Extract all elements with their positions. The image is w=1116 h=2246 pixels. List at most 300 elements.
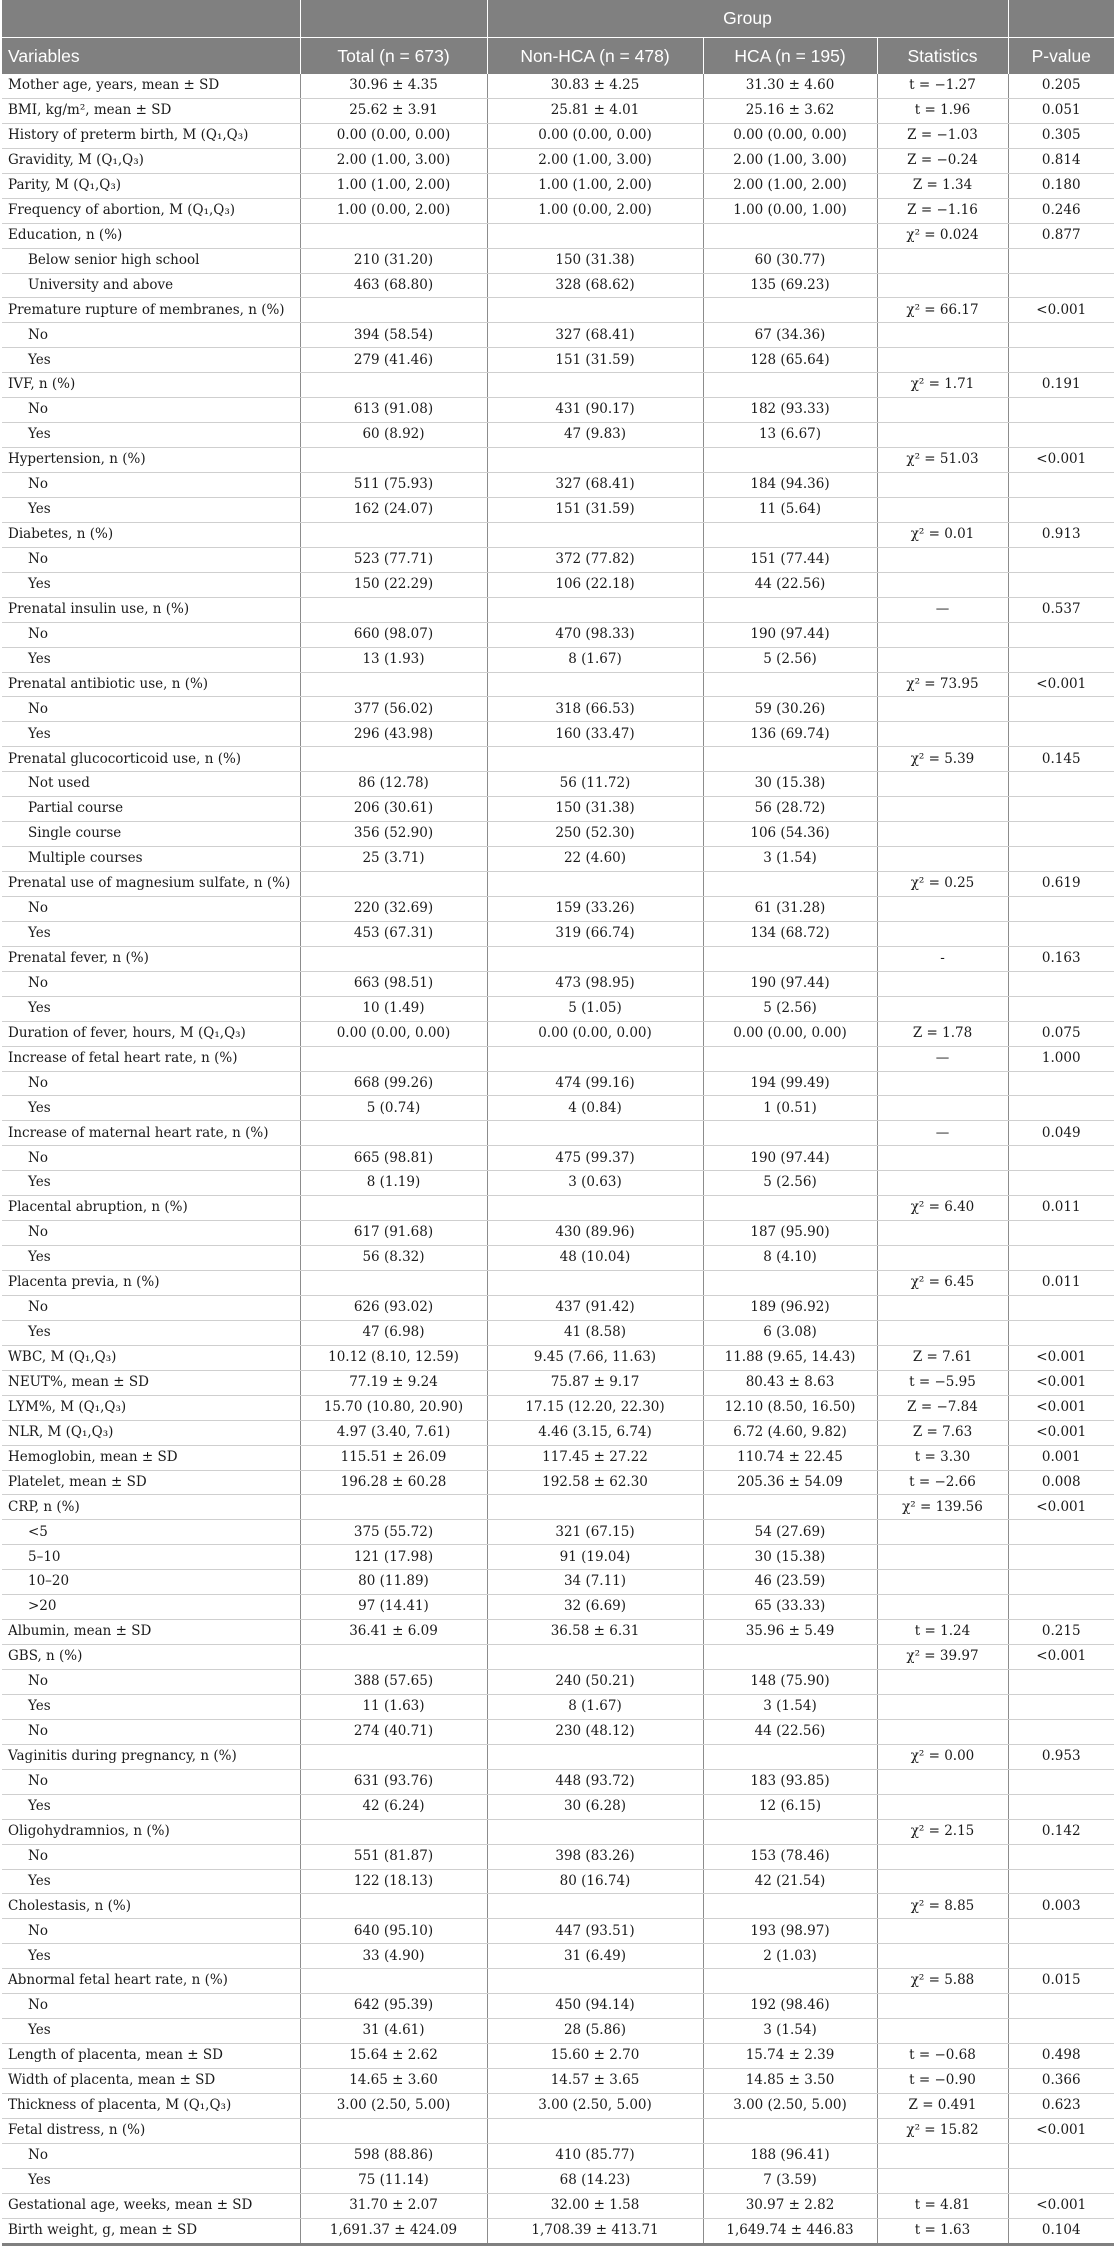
cell-total: 97 (14.41): [300, 1595, 487, 1620]
table-row: [2, 348, 1114, 373]
table-row: [2, 697, 1114, 722]
cell-hca: 5 (2.56): [703, 1171, 877, 1196]
table-row: [2, 722, 1114, 747]
cell-p-value: <0.001: [1008, 1370, 1114, 1395]
table-row: [2, 1495, 1114, 1520]
header-variables: Variables: [2, 38, 300, 75]
cell-total: 10 (1.49): [300, 996, 487, 1021]
cell-hca: 80.43 ± 8.63: [703, 1370, 877, 1395]
cell-p-value: 0.205: [1008, 74, 1114, 98]
cell-p-value: [1008, 323, 1114, 348]
table-row: [2, 1420, 1114, 1445]
cell-hca: 46 (23.59): [703, 1570, 877, 1595]
table-row: [2, 1944, 1114, 1969]
cell-hca: 110.74 ± 22.45: [703, 1445, 877, 1470]
cell-variable: Prenatal fever, n (%): [2, 946, 300, 971]
table-row: [2, 1046, 1114, 1071]
cell-hca: 7 (3.59): [703, 2168, 877, 2193]
cell-statistic: [877, 1670, 1008, 1695]
cell-non-hca: [487, 223, 703, 248]
cell-non-hca: 17.15 (12.20, 22.30): [487, 1395, 703, 1420]
header-blank: [300, 0, 487, 38]
cell-statistic: χ² = 15.82: [877, 2118, 1008, 2143]
cell-p-value: 0.498: [1008, 2044, 1114, 2069]
cell-non-hca: 48 (10.04): [487, 1246, 703, 1271]
cell-statistic: [877, 547, 1008, 572]
cell-total: 196.28 ± 60.28: [300, 1470, 487, 1495]
cell-statistic: [877, 697, 1008, 722]
cell-non-hca: 34 (7.11): [487, 1570, 703, 1595]
cell-statistic: t = 4.81: [877, 2193, 1008, 2218]
cell-total: 80 (11.89): [300, 1570, 487, 1595]
cell-variable: Birth weight, g, mean ± SD: [2, 2218, 300, 2244]
table-row: [2, 123, 1114, 148]
cell-total: [300, 1046, 487, 1071]
cell-hca: [703, 872, 877, 897]
cell-statistic: Z = −0.24: [877, 148, 1008, 173]
cell-hca: 2.00 (1.00, 3.00): [703, 148, 877, 173]
cell-variable: No: [2, 323, 300, 348]
cell-total: 640 (95.10): [300, 1919, 487, 1944]
cell-p-value: [1008, 921, 1114, 946]
cell-variable: Yes: [2, 2019, 300, 2044]
cell-total: 1.00 (0.00, 2.00): [300, 198, 487, 223]
cell-statistic: [877, 2019, 1008, 2044]
cell-non-hca: 431 (90.17): [487, 398, 703, 423]
cell-hca: [703, 597, 877, 622]
cell-statistic: t = −2.66: [877, 1470, 1008, 1495]
cell-variable: Single course: [2, 822, 300, 847]
cell-non-hca: 151 (31.59): [487, 497, 703, 522]
cell-p-value: 0.913: [1008, 522, 1114, 547]
cell-p-value: [1008, 2019, 1114, 2044]
cell-p-value: <0.001: [1008, 2118, 1114, 2143]
cell-p-value: [1008, 497, 1114, 522]
cell-hca: [703, 1645, 877, 1670]
cell-p-value: [1008, 572, 1114, 597]
cell-hca: 30 (15.38): [703, 772, 877, 797]
cell-total: 665 (98.81): [300, 1146, 487, 1171]
cell-p-value: <0.001: [1008, 1345, 1114, 1370]
table-header: [2, 0, 1114, 74]
cell-non-hca: 1,708.39 ± 413.71: [487, 2218, 703, 2244]
cell-variable: Albumin, mean ± SD: [2, 1620, 300, 1645]
cell-non-hca: [487, 373, 703, 398]
cell-hca: 187 (95.90): [703, 1221, 877, 1246]
cell-variable: Yes: [2, 1246, 300, 1271]
cell-p-value: [1008, 1769, 1114, 1794]
cell-variable: Length of placenta, mean ± SD: [2, 2044, 300, 2069]
cell-statistic: χ² = 0.00: [877, 1744, 1008, 1769]
table-row: [2, 872, 1114, 897]
cell-non-hca: 22 (4.60): [487, 847, 703, 872]
cell-total: 150 (22.29): [300, 572, 487, 597]
cell-hca: 59 (30.26): [703, 697, 877, 722]
cell-variable: No: [2, 473, 300, 498]
table-row: [2, 148, 1114, 173]
cell-variable: Yes: [2, 423, 300, 448]
cell-non-hca: 240 (50.21): [487, 1670, 703, 1695]
table-body: [2, 74, 1114, 2244]
cell-non-hca: 41 (8.58): [487, 1320, 703, 1345]
cell-variable: Frequency of abortion, M (Q₁,Q₃): [2, 198, 300, 223]
cell-variable: Mother age, years, mean ± SD: [2, 74, 300, 98]
cell-total: 77.19 ± 9.24: [300, 1370, 487, 1395]
cell-statistic: Z = 7.61: [877, 1345, 1008, 1370]
cell-variable: Yes: [2, 1694, 300, 1719]
cell-total: 388 (57.65): [300, 1670, 487, 1695]
cell-total: [300, 2118, 487, 2143]
cell-variable: CRP, n (%): [2, 1495, 300, 1520]
cell-non-hca: 31 (6.49): [487, 1944, 703, 1969]
cell-total: 11 (1.63): [300, 1694, 487, 1719]
cell-p-value: 0.142: [1008, 1819, 1114, 1844]
cell-total: [300, 522, 487, 547]
cell-variable: No: [2, 971, 300, 996]
cell-total: 30.96 ± 4.35: [300, 74, 487, 98]
cell-statistic: χ² = 8.85: [877, 1894, 1008, 1919]
cell-p-value: [1008, 1096, 1114, 1121]
cell-non-hca: 28 (5.86): [487, 2019, 703, 2044]
cell-total: 668 (99.26): [300, 1071, 487, 1096]
cell-statistic: [877, 2143, 1008, 2168]
cell-variable: Cholestasis, n (%): [2, 1894, 300, 1919]
cell-p-value: [1008, 647, 1114, 672]
cell-total: 8 (1.19): [300, 1171, 487, 1196]
cell-p-value: [1008, 1595, 1114, 1620]
cell-statistic: [877, 1096, 1008, 1121]
table-row: [2, 1121, 1114, 1146]
cell-non-hca: 15.60 ± 2.70: [487, 2044, 703, 2069]
cell-non-hca: 319 (66.74): [487, 921, 703, 946]
cell-p-value: <0.001: [1008, 672, 1114, 697]
cell-statistic: χ² = 5.88: [877, 1969, 1008, 1994]
cell-p-value: [1008, 971, 1114, 996]
table-row: [2, 2168, 1114, 2193]
cell-total: 511 (75.93): [300, 473, 487, 498]
cell-statistic: [877, 1295, 1008, 1320]
cell-variable: Prenatal antibiotic use, n (%): [2, 672, 300, 697]
cell-statistic: [877, 572, 1008, 597]
cell-statistic: —: [877, 1121, 1008, 1146]
table-row: [2, 223, 1114, 248]
table-row: [2, 1021, 1114, 1046]
cell-non-hca: [487, 1121, 703, 1146]
cell-statistic: [877, 896, 1008, 921]
cell-hca: 6 (3.08): [703, 1320, 877, 1345]
cell-variable: History of preterm birth, M (Q₁,Q₃): [2, 123, 300, 148]
cell-non-hca: 318 (66.53): [487, 697, 703, 722]
table-row: [2, 1645, 1114, 1670]
cell-statistic: t = −0.90: [877, 2069, 1008, 2094]
table-row: [2, 1994, 1114, 2019]
cell-hca: 148 (75.90): [703, 1670, 877, 1695]
table-row: [2, 423, 1114, 448]
cell-variable: NEUT%, mean ± SD: [2, 1370, 300, 1395]
cell-total: 36.41 ± 6.09: [300, 1620, 487, 1645]
cell-non-hca: 470 (98.33): [487, 622, 703, 647]
cell-hca: 30 (15.38): [703, 1545, 877, 1570]
cell-non-hca: 14.57 ± 3.65: [487, 2069, 703, 2094]
cell-p-value: [1008, 697, 1114, 722]
cell-total: 14.65 ± 3.60: [300, 2069, 487, 2094]
cell-total: 31.70 ± 2.07: [300, 2193, 487, 2218]
cell-p-value: [1008, 473, 1114, 498]
cell-variable: 10–20: [2, 1570, 300, 1595]
cell-statistic: Z = −1.03: [877, 123, 1008, 148]
cell-statistic: [877, 971, 1008, 996]
cell-p-value: [1008, 1794, 1114, 1819]
cell-hca: 134 (68.72): [703, 921, 877, 946]
header-blank: [1008, 0, 1114, 38]
cell-variable: Gestational age, weeks, mean ± SD: [2, 2193, 300, 2218]
cell-total: 626 (93.02): [300, 1295, 487, 1320]
cell-non-hca: 8 (1.67): [487, 1694, 703, 1719]
cell-variable: No: [2, 697, 300, 722]
cell-p-value: 0.215: [1008, 1620, 1114, 1645]
cell-variable: Education, n (%): [2, 223, 300, 248]
cell-total: [300, 373, 487, 398]
cell-total: 31 (4.61): [300, 2019, 487, 2044]
cell-variable: LYM%, M (Q₁,Q₃): [2, 1395, 300, 1420]
cell-statistic: [877, 473, 1008, 498]
table-row: [2, 2218, 1114, 2244]
cell-statistic: t = 1.96: [877, 98, 1008, 123]
table-row: [2, 1520, 1114, 1545]
cell-non-hca: 250 (52.30): [487, 822, 703, 847]
cell-p-value: [1008, 1869, 1114, 1894]
table-row: [2, 971, 1114, 996]
cell-statistic: Z = 1.34: [877, 173, 1008, 198]
cell-non-hca: 75.87 ± 9.17: [487, 1370, 703, 1395]
cell-hca: [703, 1271, 877, 1296]
cell-hca: 205.36 ± 54.09: [703, 1470, 877, 1495]
table-row: [2, 1096, 1114, 1121]
table-row: [2, 1470, 1114, 1495]
table-row: [2, 672, 1114, 697]
cell-p-value: <0.001: [1008, 1395, 1114, 1420]
cell-variable: Gravidity, M (Q₁,Q₃): [2, 148, 300, 173]
header-hca: HCA (n = 195): [703, 38, 877, 75]
cell-p-value: [1008, 1719, 1114, 1744]
cell-total: 0.00 (0.00, 0.00): [300, 1021, 487, 1046]
cell-total: [300, 1121, 487, 1146]
header-statistics: Statistics: [877, 38, 1008, 75]
cell-variable: Prenatal use of magnesium sulfate, n (%): [2, 872, 300, 897]
cell-p-value: [1008, 1670, 1114, 1695]
cell-hca: [703, 946, 877, 971]
cell-hca: 135 (69.23): [703, 273, 877, 298]
table-row: [2, 273, 1114, 298]
cell-non-hca: [487, 2118, 703, 2143]
cell-hca: 188 (96.41): [703, 2143, 877, 2168]
cell-statistic: Z = −1.16: [877, 198, 1008, 223]
cell-hca: 2 (1.03): [703, 1944, 877, 1969]
cell-total: 617 (91.68): [300, 1221, 487, 1246]
cell-variable: Yes: [2, 1794, 300, 1819]
cell-total: 453 (67.31): [300, 921, 487, 946]
cell-hca: 1.00 (0.00, 1.00): [703, 198, 877, 223]
cell-statistic: t = 3.30: [877, 1445, 1008, 1470]
cell-variable: Diabetes, n (%): [2, 522, 300, 547]
cell-p-value: [1008, 1221, 1114, 1246]
cell-p-value: [1008, 772, 1114, 797]
table-row: [2, 847, 1114, 872]
cell-p-value: [1008, 1320, 1114, 1345]
header-total: Total (n = 673): [300, 38, 487, 75]
cell-p-value: [1008, 822, 1114, 847]
cell-p-value: <0.001: [1008, 1495, 1114, 1520]
cell-statistic: [877, 2168, 1008, 2193]
cell-non-hca: 230 (48.12): [487, 1719, 703, 1744]
cell-non-hca: 2.00 (1.00, 3.00): [487, 148, 703, 173]
cell-variable: Fetal distress, n (%): [2, 2118, 300, 2143]
cell-non-hca: [487, 597, 703, 622]
cell-total: 551 (81.87): [300, 1844, 487, 1869]
cell-p-value: [1008, 423, 1114, 448]
cell-hca: 2.00 (1.00, 2.00): [703, 173, 877, 198]
cell-non-hca: 32 (6.69): [487, 1595, 703, 1620]
cell-statistic: [877, 996, 1008, 1021]
cell-non-hca: [487, 1196, 703, 1221]
cell-total: [300, 672, 487, 697]
cell-variable: Vaginitis during pregnancy, n (%): [2, 1744, 300, 1769]
cell-variable: Yes: [2, 1171, 300, 1196]
cell-hca: [703, 1121, 877, 1146]
cell-statistic: [877, 1994, 1008, 2019]
cell-hca: 190 (97.44): [703, 1146, 877, 1171]
cell-non-hca: 327 (68.41): [487, 473, 703, 498]
cell-total: 122 (18.13): [300, 1869, 487, 1894]
cell-statistic: [877, 921, 1008, 946]
cell-non-hca: [487, 522, 703, 547]
cell-non-hca: [487, 1744, 703, 1769]
cell-non-hca: 474 (99.16): [487, 1071, 703, 1096]
cell-hca: [703, 373, 877, 398]
header-non-hca: Non-HCA (n = 478): [487, 38, 703, 75]
cell-p-value: 0.191: [1008, 373, 1114, 398]
cell-statistic: t = 1.63: [877, 2218, 1008, 2244]
table-row: [2, 896, 1114, 921]
table-row: [2, 2019, 1114, 2044]
cell-variable: Placental abruption, n (%): [2, 1196, 300, 1221]
cell-p-value: 0.075: [1008, 1021, 1114, 1046]
cell-statistic: χ² = 66.17: [877, 298, 1008, 323]
cell-non-hca: [487, 298, 703, 323]
header-row-group: [2, 0, 1114, 38]
cell-non-hca: [487, 1894, 703, 1919]
cell-hca: [703, 1744, 877, 1769]
cell-statistic: χ² = 6.40: [877, 1196, 1008, 1221]
cell-p-value: <0.001: [1008, 1645, 1114, 1670]
table-row: [2, 373, 1114, 398]
cell-non-hca: 30 (6.28): [487, 1794, 703, 1819]
cell-total: [300, 1744, 487, 1769]
cell-hca: 1 (0.51): [703, 1096, 877, 1121]
table-row: [2, 772, 1114, 797]
cell-p-value: [1008, 2168, 1114, 2193]
cell-non-hca: 448 (93.72): [487, 1769, 703, 1794]
cell-p-value: [1008, 847, 1114, 872]
cell-p-value: [1008, 996, 1114, 1021]
cell-hca: 189 (96.92): [703, 1295, 877, 1320]
cell-total: [300, 1196, 487, 1221]
table-row: [2, 1869, 1114, 1894]
cell-total: [300, 946, 487, 971]
cell-hca: 14.85 ± 3.50: [703, 2069, 877, 2094]
cell-hca: [703, 1196, 877, 1221]
cell-variable: No: [2, 2143, 300, 2168]
cell-statistic: [877, 398, 1008, 423]
table-row: [2, 946, 1114, 971]
cell-statistic: [877, 1794, 1008, 1819]
cell-p-value: [1008, 896, 1114, 921]
cell-total: 642 (95.39): [300, 1994, 487, 2019]
cell-p-value: 0.104: [1008, 2218, 1114, 2244]
cell-total: 162 (24.07): [300, 497, 487, 522]
cell-statistic: [877, 1595, 1008, 1620]
cell-variable: Partial course: [2, 797, 300, 822]
cell-statistic: [877, 1844, 1008, 1869]
cell-non-hca: 9.45 (7.66, 11.63): [487, 1345, 703, 1370]
cell-p-value: <0.001: [1008, 448, 1114, 473]
table-row: [2, 522, 1114, 547]
cell-non-hca: [487, 1969, 703, 1994]
table-row: [2, 173, 1114, 198]
cell-hca: 44 (22.56): [703, 572, 877, 597]
cell-p-value: [1008, 722, 1114, 747]
table-row: [2, 597, 1114, 622]
cell-statistic: χ² = 0.25: [877, 872, 1008, 897]
cell-variable: Yes: [2, 1096, 300, 1121]
cell-statistic: [877, 622, 1008, 647]
cell-total: 279 (41.46): [300, 348, 487, 373]
cell-p-value: 0.953: [1008, 1744, 1114, 1769]
cell-statistic: [877, 273, 1008, 298]
cell-total: 523 (77.71): [300, 547, 487, 572]
table-row: [2, 1370, 1114, 1395]
cell-total: 25 (3.71): [300, 847, 487, 872]
cell-hca: 136 (69.74): [703, 722, 877, 747]
cell-statistic: [877, 1719, 1008, 1744]
cell-non-hca: 192.58 ± 62.30: [487, 1470, 703, 1495]
cell-variable: Premature rupture of membranes, n (%): [2, 298, 300, 323]
cell-variable: BMI, kg/m², mean ± SD: [2, 98, 300, 123]
cell-total: 13 (1.93): [300, 647, 487, 672]
table-row: [2, 1345, 1114, 1370]
cell-p-value: [1008, 1944, 1114, 1969]
cell-total: 463 (68.80): [300, 273, 487, 298]
table-row: [2, 1794, 1114, 1819]
cell-hca: 11.88 (9.65, 14.43): [703, 1345, 877, 1370]
cell-non-hca: 410 (85.77): [487, 2143, 703, 2168]
table-row: [2, 1295, 1114, 1320]
cell-non-hca: 8 (1.67): [487, 647, 703, 672]
table-row: [2, 1744, 1114, 1769]
cell-variable: Yes: [2, 1869, 300, 1894]
cell-hca: 151 (77.44): [703, 547, 877, 572]
cell-non-hca: 160 (33.47): [487, 722, 703, 747]
cell-hca: 67 (34.36): [703, 323, 877, 348]
cell-total: 4.97 (3.40, 7.61): [300, 1420, 487, 1445]
cell-non-hca: 0.00 (0.00, 0.00): [487, 123, 703, 148]
cell-non-hca: [487, 1819, 703, 1844]
cell-variable: Yes: [2, 572, 300, 597]
cell-hca: 60 (30.77): [703, 248, 877, 273]
cell-statistic: χ² = 39.97: [877, 1645, 1008, 1670]
cell-statistic: t = −5.95: [877, 1370, 1008, 1395]
cell-total: 15.70 (10.80, 20.90): [300, 1395, 487, 1420]
